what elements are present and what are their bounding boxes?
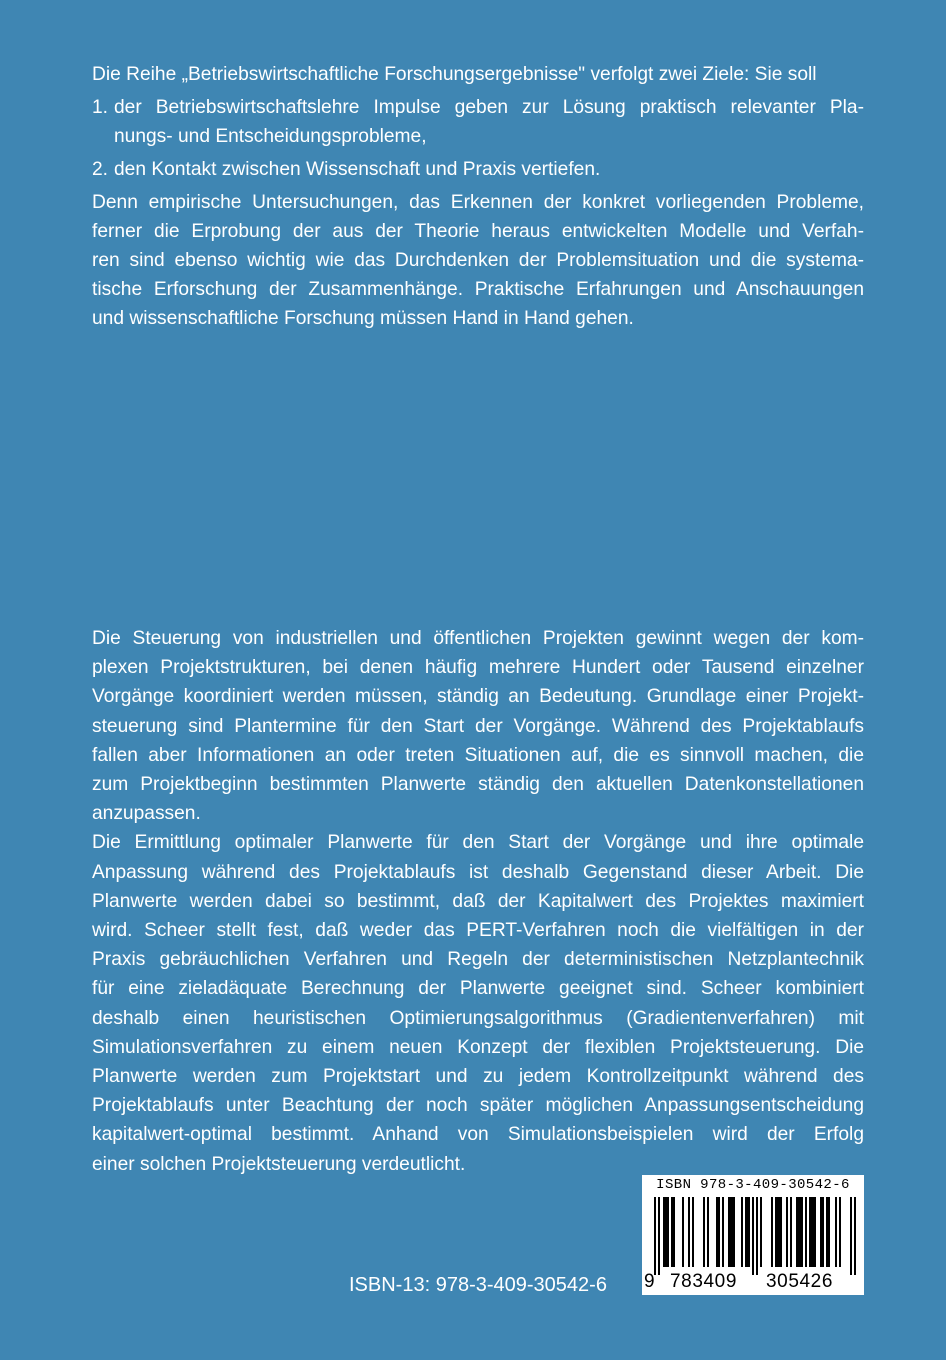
summary-line: Vorgänge koordiniert werden müssen, ständig an Bedeutung. Grundlage einer Projekt- [92, 686, 864, 708]
barcode-bar [854, 1197, 856, 1275]
summary-line: plexen Projektstrukturen, bei denen häufig mehrere Hundert oder Tausend einzelner [92, 657, 864, 679]
summary-line: kapitalwert-optimal bestimmt. Anhand von Simulationsbeispielen wird der Erfolg [92, 1124, 864, 1146]
summary-line: Praxis gebräuchlichen Verfahren und Regeln der deterministischen Netzplantechnik [92, 949, 864, 971]
summary-line: fallen aber Informationen an oder treten Situationen auf, die es sinnvoll machen, die [92, 744, 864, 766]
summary-line: steuerung sind Plantermine für den Start der Vorgänge. Während des Projektablaufs [92, 715, 864, 737]
summary-line: Anpassung während des Projektablaufs ist deshalb Gegenstand dieser Arbeit. Die [92, 861, 864, 883]
paragraph-line: ren sind ebenso wichtig wie das Durchdenken der Problemsituation und die systema- [92, 250, 864, 271]
book-summary [92, 624, 864, 1179]
goal-text-line: den Kontakt zwischen Wissenschaft und Praxis vertiefen. [114, 159, 601, 180]
paragraph-line: tische Erforschung der Zusammenhänge. Praktische Erfahrungen und Anschauungen [92, 279, 864, 300]
barcode-isbn-label: ISBN 978-3-409-30542-6 [656, 1177, 850, 1193]
goal-item-1 [92, 93, 864, 151]
summary-line: zum Projektbeginn bestimmten Planwerte ständig den aktuellen Datenkonstellationen [92, 774, 864, 796]
barcode-bars [654, 1197, 856, 1275]
summary-line: für eine zieladäquate Berechnung der Planwerte geeignet sind. Scheer kombiniert [92, 978, 864, 1000]
barcode-first-digit: 9 [644, 1271, 656, 1292]
summary-line: Projektablaufs unter Beachtung der noch später möglichen Anpassungsentscheidung [92, 1095, 864, 1117]
summary-line: Die Steuerung von industriellen und öffentlichen Projekten gewinnt wegen der kom- [92, 628, 864, 649]
barcode-left-digits: 783409 [670, 1271, 738, 1292]
goal-text-line: nungs- und Entscheidungsprobleme, [114, 126, 427, 147]
paragraph-line: Denn empirische Untersuchungen, das Erkennen der konkret vorliegenden Probleme, [92, 192, 864, 213]
goal-item-2 [92, 155, 864, 184]
series-lead: Die Reihe „Betriebswirtschaftliche Forschungsergebnisse" verfolgt zwei Ziele: Sie soll [92, 64, 817, 85]
paragraph-line: und wissenschaftliche Forschung müssen Hand in Hand gehen. [92, 308, 634, 329]
summary-line: Planwerte werden dabei so bestimmt, daß der Kapitalwert des Projektes maximiert [92, 890, 864, 912]
paragraph-line: ferner die Erprobung der aus der Theorie heraus entwickelten Modelle und Verfah- [92, 221, 864, 242]
summary-line: anzupassen. [92, 803, 201, 825]
summary-line: wird. Scheer stellt fest, daß weder das PERT-Verfahren noch die vielfältigen in der [92, 920, 864, 942]
goal-number: 2. [92, 159, 109, 180]
barcode-right-digits: 305426 [766, 1271, 834, 1292]
isbn-13: ISBN-13: 978-3-409-30542-6 [349, 1274, 607, 1296]
isbn-barcode [642, 1175, 864, 1295]
series-paragraph [92, 188, 864, 333]
goal-text-line: der Betriebswirtschaftslehre Impulse geben zur Lösung praktisch relevanter Pla- [114, 97, 864, 118]
summary-line: Planwerte werden zum Projektstart und zu jedem Kontrollzeitpunkt während des [92, 1066, 864, 1088]
summary-paragraph-1 [92, 624, 864, 828]
goal-number: 1. [92, 97, 109, 118]
summary-line: einer solchen Projektsteuerung verdeutlicht. [92, 1153, 466, 1175]
summary-line: Die Ermittlung optimaler Planwerte für den Start der Vorgänge und ihre optimale [92, 832, 864, 854]
summary-line: Simulationsverfahren zu einem neuen Konzept der flexiblen Projektsteuerung. Die [92, 1036, 864, 1058]
series-description [92, 60, 864, 333]
summary-line: deshalb einen heuristischen Optimierungsalgorithmus (Gradientenverfahren) mit [92, 1007, 864, 1029]
summary-paragraph-2 [92, 828, 864, 1178]
barcode-digits [642, 1271, 864, 1293]
